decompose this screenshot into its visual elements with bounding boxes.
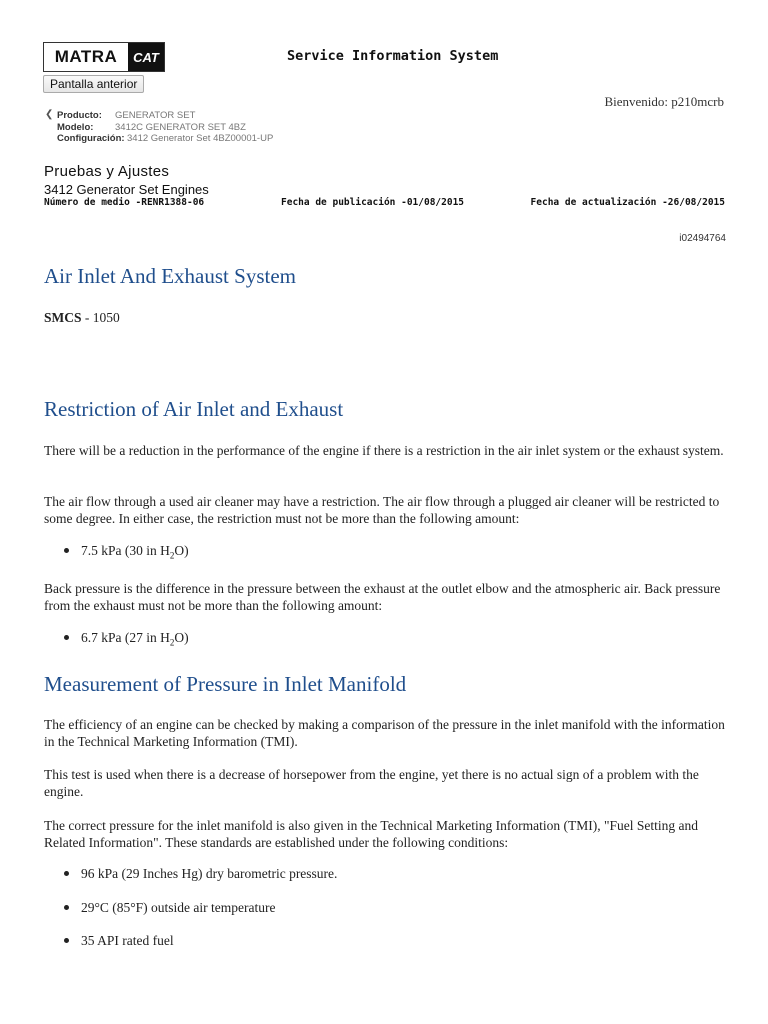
paragraph: The correct pressure for the inlet manifold is also given in the Technical Marketing Information (TMI), "Fuel Setting and Related Information". These standards are established under the following conditions: <box>44 818 699 850</box>
section-heading-measurement: Measurement of Pressure in Inlet Manifold <box>44 672 407 696</box>
document-type: Pruebas y Ajustes <box>44 163 170 180</box>
smcs-line <box>44 309 728 326</box>
logo-cat-text: CAT <box>128 43 164 71</box>
media-number: Número de medio -RENR1388-06 <box>44 197 205 208</box>
smcs-value: - 1050 <box>81 310 120 325</box>
list-item: 35 API rated fuel <box>64 933 174 949</box>
publication-date: Fecha de publicación -01/08/2015 <box>281 197 465 208</box>
producto-value: GENERATOR SET <box>115 110 196 121</box>
list-item: 29°C (85°F) outside air temperature <box>64 900 276 916</box>
back-arrow-icon[interactable]: ❮ <box>45 109 54 120</box>
modelo-value: 3412C GENERATOR SET 4BZ <box>115 121 246 133</box>
smcs-label: SMCS <box>44 310 82 325</box>
update-date: Fecha de actualización -26/08/2015 <box>530 197 725 208</box>
page-title: Air Inlet And Exhaust System <box>44 264 296 288</box>
bullet-icon <box>64 938 69 943</box>
logo-matra-text: MATRA <box>54 47 118 66</box>
list-item: 6.7 kPa (27 in $H_2O$) <box>64 630 189 648</box>
breadcrumb <box>45 110 273 145</box>
list-item: 96 kPa (29 Inches Hg) dry barometric pressure. <box>64 866 337 882</box>
system-title: Service Information System <box>287 48 499 64</box>
matra-cat-logo <box>43 42 165 72</box>
section-heading-restriction: Restriction of Air Inlet and Exhaust <box>44 397 344 421</box>
paragraph: The efficiency of an engine can be checked by making a comparison of the pressure in the inlet manifold with the information in the Technical Marketing Information (TMI). <box>44 717 725 749</box>
producto-label: Producto: <box>57 110 102 121</box>
paragraph: Back pressure is the difference in the pressure between the exhaust at the outlet elbow and the atmospheric air. Back pressure from the exhaust must not be more than the following amount: <box>44 581 721 613</box>
config-label: Configuración: <box>57 133 125 144</box>
document-id: i02494764 <box>679 233 726 244</box>
paragraph: There will be a reduction in the performance of the engine if there is a restriction in the air inlet system or the exhaust system. <box>44 443 724 458</box>
config-value: 3412 Generator Set 4BZ00001-UP <box>127 133 274 144</box>
bullet-icon <box>64 635 69 640</box>
list-item: 7.5 kPa (30 in $H_2O$) <box>64 543 189 561</box>
document-subtitle: 3412 Generator Set Engines <box>44 182 209 197</box>
paragraph: This test is used when there is a decrease of horsepower from the engine, yet there is no actual sign of a problem with the engine. <box>44 767 699 799</box>
bullet-icon <box>64 548 69 553</box>
back-button[interactable]: Pantalla anterior <box>43 75 144 93</box>
bullet-icon <box>64 871 69 876</box>
welcome-text: Bienvenido: p210mcrb <box>604 94 724 109</box>
modelo-label: Modelo: <box>57 121 94 133</box>
paragraph: The air flow through a used air cleaner may have a restriction. The air flow through a plugged air cleaner will be restricted to some degree. In either case, the restriction must not be more than the following amount: <box>44 494 720 526</box>
bullet-icon <box>64 905 69 910</box>
